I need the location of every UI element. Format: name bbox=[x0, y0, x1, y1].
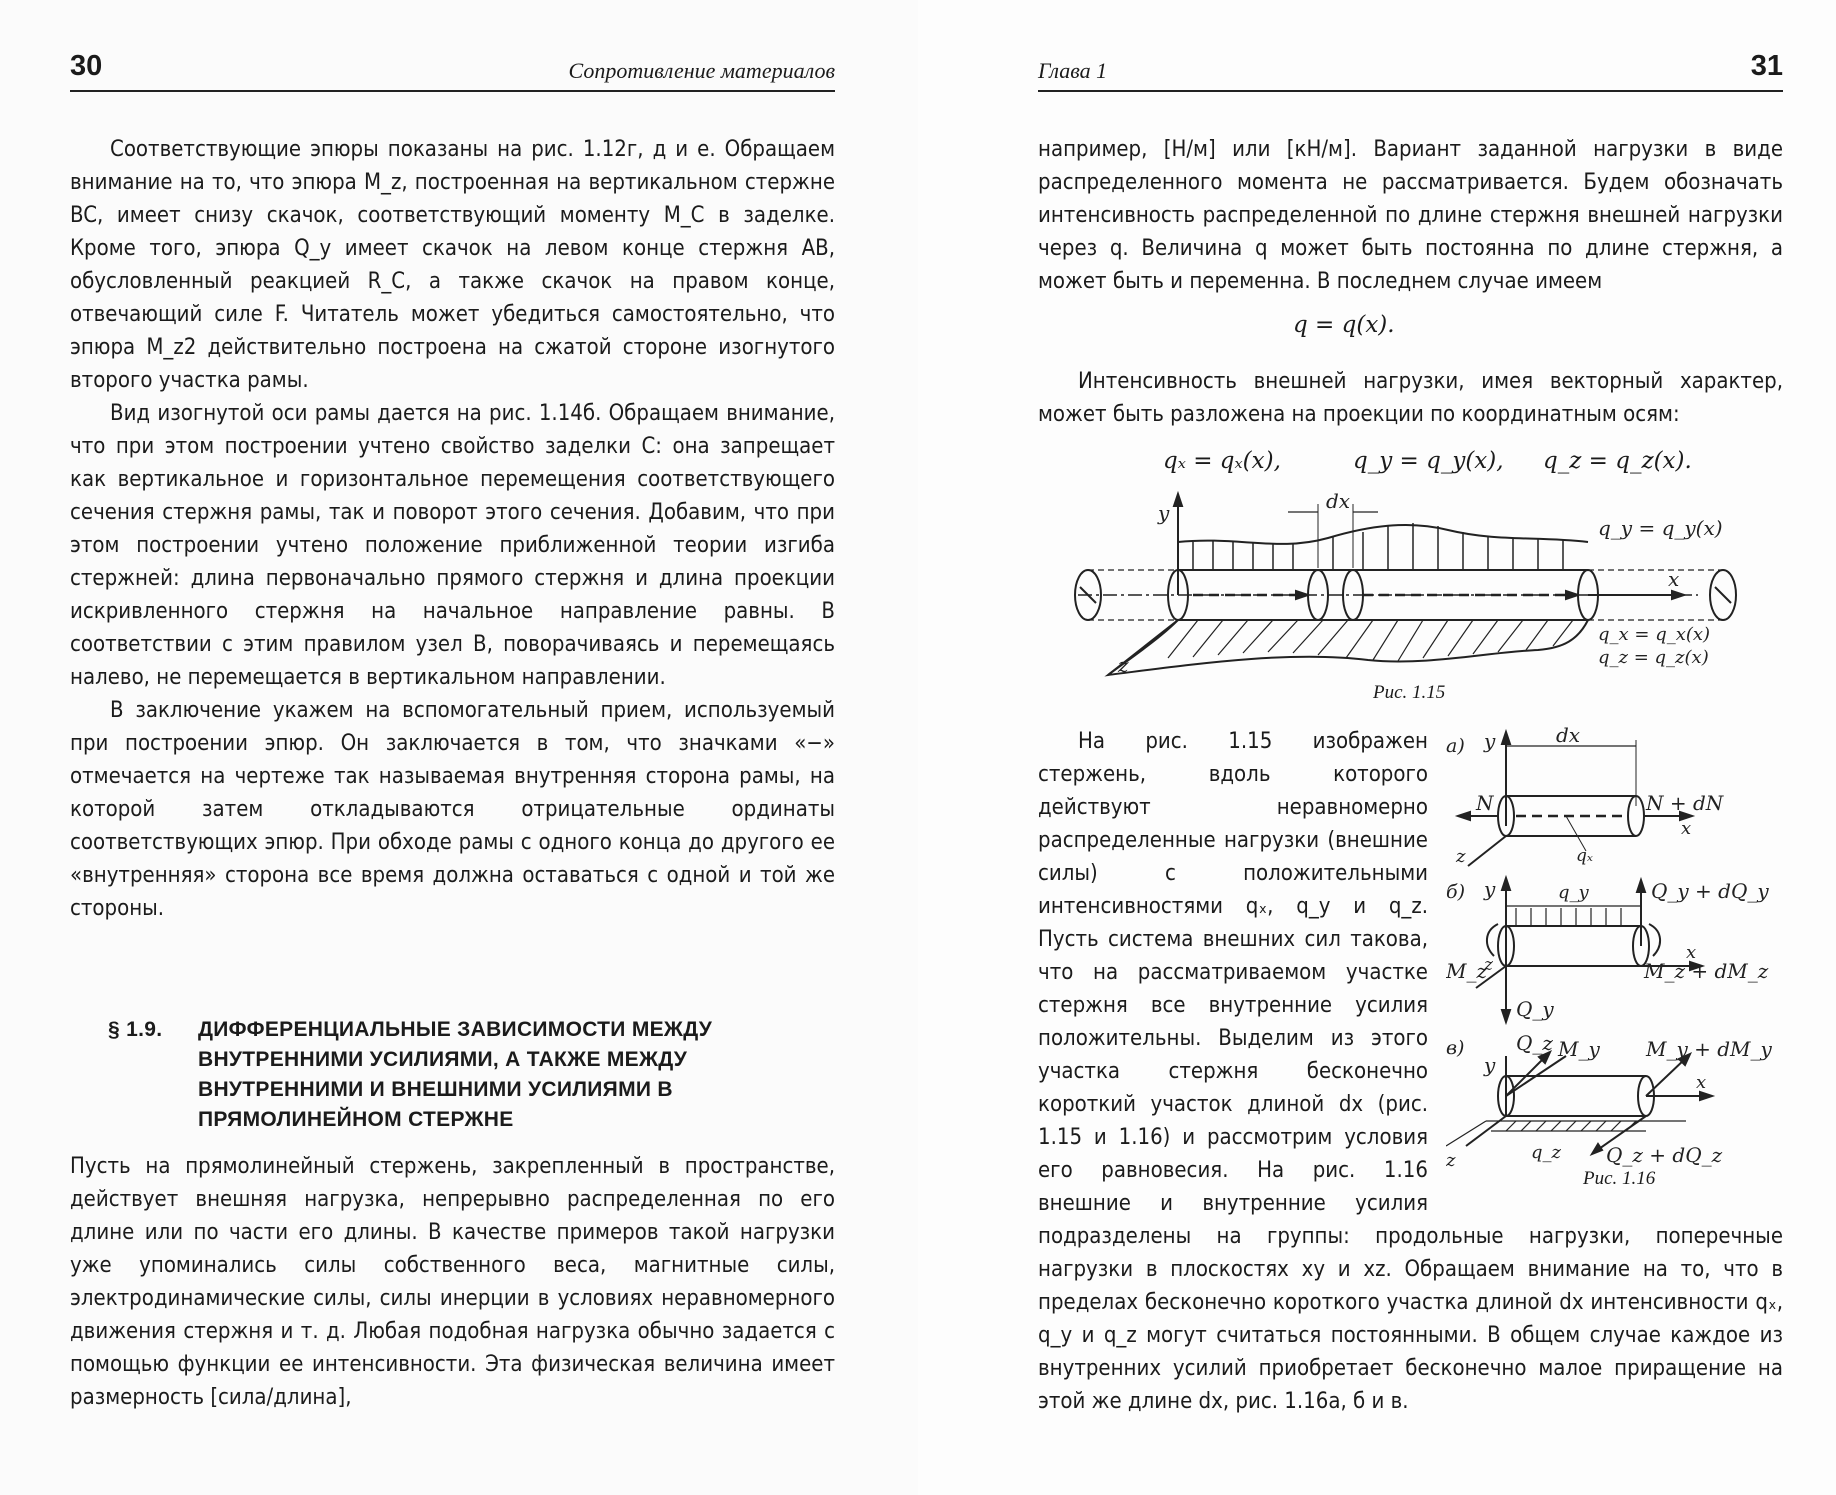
fig16-b-MdM: M_z + dM_z bbox=[1644, 959, 1769, 983]
fig16-a-dx: dx bbox=[1556, 726, 1581, 747]
fig16-b-qy: q_y bbox=[1558, 882, 1589, 903]
fig15-qy-label: q_y = q_y(x) bbox=[1598, 516, 1723, 540]
fig16-c-MdM: M_y + dM_y bbox=[1646, 1037, 1772, 1061]
body-text-2 bbox=[1038, 365, 1783, 431]
fig16-b-tag: б) bbox=[1446, 881, 1466, 903]
section-title: ДИФФЕРЕНЦИАЛЬНЫЕ ЗАВИСИМОСТИ МЕЖДУ ВНУТРЕННИМИ УСИЛИЯМИ, А ТАКЖЕ МЕЖДУ ВНУТРЕННИМИ И ВНЕШНИМИ УСИЛИЯМИ В ПРЯМОЛИНЕЙНОМ СТЕРЖНЕ bbox=[198, 1018, 713, 1131]
section-number: § 1.9. bbox=[108, 1018, 163, 1041]
fig16-c-z: z bbox=[1446, 1150, 1456, 1171]
fig16-a-tag: а) bbox=[1446, 735, 1465, 757]
paragraph: В заключение укажем на вспомогательный прием, используемый при построении эпюр. Он заключается в том, что значками «−» отмечается на чертеже так называемая внутренняя сторона рамы, на которой затем откладываются отрицательные ординаты соответствующих эпюр. При обходе рамы с одного конца до другого ее «внутренняя» сторона все время должна оставаться с одной и той же стороны. bbox=[70, 698, 835, 921]
fig16-a-x: x bbox=[1681, 818, 1692, 839]
fig15-dx-label: dx bbox=[1326, 490, 1351, 513]
fig16-a-y: y bbox=[1484, 729, 1496, 753]
fig16-c-y: y bbox=[1484, 1053, 1496, 1077]
running-head: Глава 1 bbox=[1038, 58, 1108, 83]
formula-q: q = q(x). bbox=[1293, 312, 1395, 338]
paragraph: Пусть на прямолинейный стержень, закрепленный в пространстве, действует внешняя нагрузка, непрерывно распределенная по его длине или по части его длины. В качестве примеров такой нагрузки уже упоминались силы собственного веса, магнитные силы, электродинамические силы, силы инерции в условиях неравномерного движения стержня и т. д. Любая подобная нагрузка обычно задается с помощью функции ее интенсивности. Эта физическая величина имеет размерность [сила/длина], bbox=[70, 1154, 835, 1410]
paragraph: Соответствующие эпюры показаны на рис. 1.12г, д и е. Обращаем внимание на то, что эпюра M_z, построенная на вертикальном стержне BC, имеет снизу скачок, соответствующий моменту M_C в заделке. Кроме того, эпюра Q_y имеет скачок на левом конце стержня AB, обусловленный реакцией R_C, а также скачок на правом конце, отвечающий силе F. Читатель может убедиться самостоятельно, что эпюра M_z2 действительно построена на сжатой стороне изогнутого второго участка рамы. bbox=[70, 137, 835, 393]
fig16-b-Qy: Q_y bbox=[1516, 997, 1554, 1021]
fig16-b-z: z bbox=[1484, 955, 1493, 975]
fig16-c-Qz: Q_z bbox=[1516, 1031, 1553, 1055]
figure-caption: Рис. 1.16 bbox=[1583, 1168, 1656, 1189]
fig16-a-NdN: N + dN bbox=[1646, 791, 1724, 815]
body-text-3 bbox=[1038, 725, 1783, 1414]
paragraph: Интенсивность внешней нагрузки, имея векторный характер, может быть разложена на проекции по координатным осям: bbox=[1038, 369, 1783, 427]
body-text-bottom bbox=[70, 1150, 835, 1414]
right-page-header bbox=[1038, 50, 1783, 92]
body-text-1 bbox=[1038, 133, 1783, 298]
fig15-z-label: z bbox=[1118, 653, 1129, 677]
fig16-c-x: x bbox=[1696, 1072, 1707, 1093]
fig16-a-qx: qₓ bbox=[1576, 846, 1593, 866]
fig16-c-qz: q_z bbox=[1531, 1142, 1562, 1163]
formula-qz: q_z = q_z(x). bbox=[1543, 448, 1692, 474]
fig16-a-z: z bbox=[1456, 846, 1466, 867]
fig16-b-x: x bbox=[1686, 942, 1697, 963]
running-head: Сопротивление материалов bbox=[568, 58, 835, 83]
fig16-c-tag: в) bbox=[1446, 1037, 1465, 1059]
paragraph: Вид изогнутой оси рамы дается на рис. 1.14б. Обращаем внимание, что при этом построении учтено свойство заделки C: она запрещает как вертикальное и горизонтальное перемещения соответствующего сечения стержня рамы, так и поворот этого сечения. Добавим, что при этом построении учтено положение приближенной теории изгиба стержней: длина первоначально прямого стержня и длина проекции искривленного стержня на начальное направление равны. В соответствии с этим правилом узел B, поворачиваясь и перемещаясь налево, не перемещается в вертикальном направлении. bbox=[70, 401, 835, 690]
page-number: 30 bbox=[70, 50, 103, 82]
right-page bbox=[918, 0, 1836, 1495]
fig15-qz-label: q_z = q_z(x) bbox=[1598, 647, 1709, 668]
fig16-b-QdQ: Q_y + dQ_y bbox=[1651, 879, 1769, 903]
figure-1-15 bbox=[1068, 490, 1788, 710]
fig16-b-y: y bbox=[1484, 877, 1496, 901]
formula-qx: qₓ = qₓ(x), bbox=[1163, 448, 1281, 474]
fig16-c-QdQ: Q_z + dQ_z bbox=[1606, 1143, 1723, 1167]
formula-qy: q_y = q_y(x), bbox=[1353, 448, 1504, 474]
fig16-a-N: N bbox=[1476, 791, 1494, 815]
paragraph: На рис. 1.15 изображен стержень, вдоль которого действуют неравномерно распределенные нагрузки (внешние силы) с положительными интенсивностями qₓ, q_y и q_z. Пусть система внешних сил такова, что на рассматриваемом участке стержня все внутренние усилия положительны. Выделим из этого участка стержня бесконечно короткий участок длиной dx (рис. 1.15 и 1.16) и рассмотрим условия его равновесия. На рис. 1.16 внешние и внутренние усилия подразделены на группы: продольные нагрузки, поперечные нагрузки в плоскостях xy и xz. Обращаем внимание на то, что в пределах бесконечно короткого участка длиной dx интенсивности qₓ, q_y и q_z могут считаться постоянными. В общем случае каждое из внутренних усилий приобретает бесконечно малое приращение на этой же длине dx, рис. 1.16а, б и в. bbox=[1038, 729, 1783, 1414]
left-page-header bbox=[70, 50, 835, 92]
body-text-top bbox=[70, 133, 835, 925]
paragraph: например, [Н/м] или [кН/м]. Вариант заданной нагрузки в виде распределенного момента не рассматривается. Будем обозначать интенсивность распределенной по длине стержня внешней нагрузки через q. Величина q может быть постоянна по длине стержня, а может быть и переменна. В последнем случае имеем bbox=[1038, 137, 1783, 294]
figure-caption: Рис. 1.15 bbox=[1373, 682, 1446, 703]
fig15-y-label: y bbox=[1158, 501, 1170, 525]
page-number: 31 bbox=[1750, 50, 1783, 82]
fig15-x-label: x bbox=[1668, 567, 1680, 591]
fig15-qx-label: q_x = q_x(x) bbox=[1598, 624, 1711, 645]
fig16-c-My: M_y bbox=[1558, 1037, 1600, 1061]
fig16-b-Mz: M_z bbox=[1446, 959, 1488, 983]
